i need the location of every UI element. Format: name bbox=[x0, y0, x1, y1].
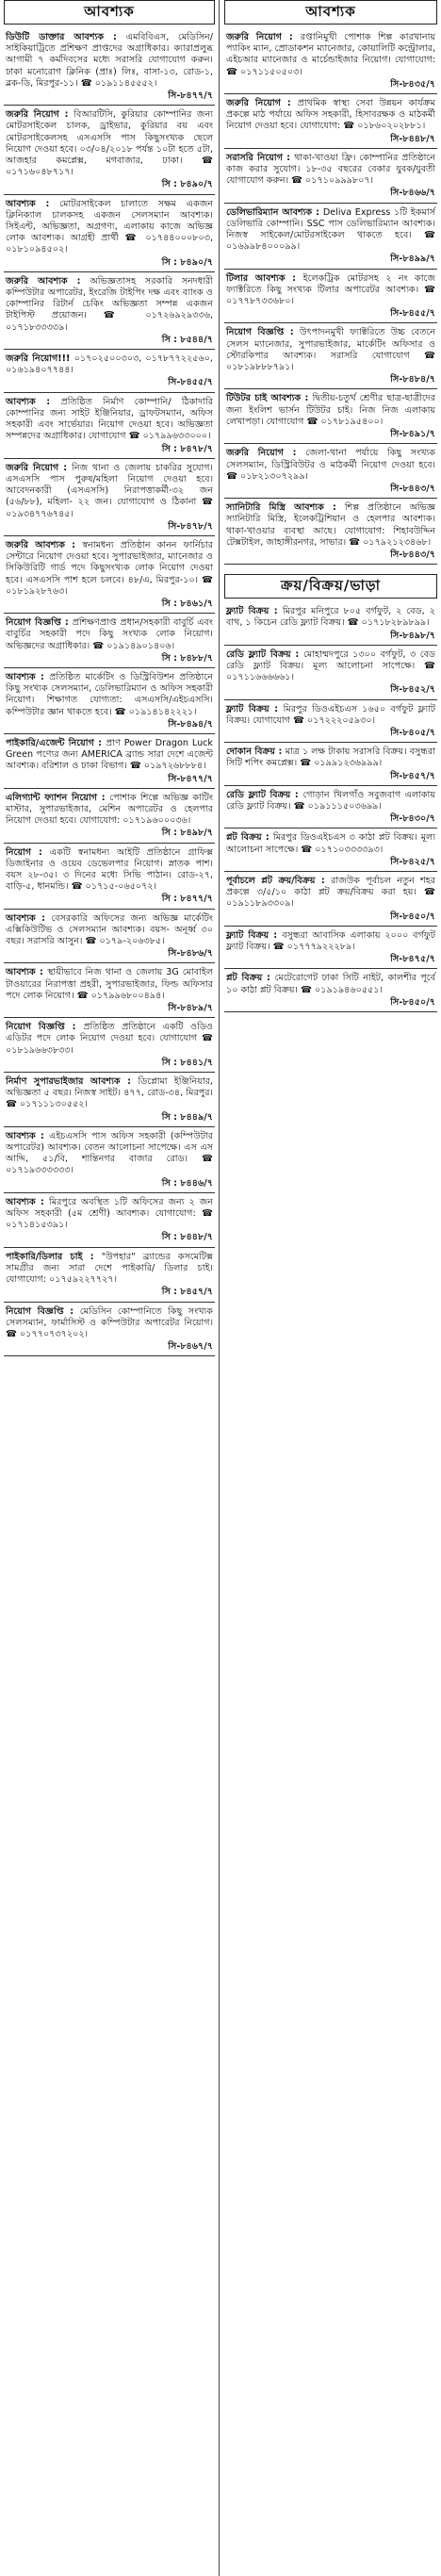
classified-ad bbox=[224, 702, 437, 744]
classified-ad bbox=[4, 274, 215, 350]
classified-ad bbox=[4, 736, 215, 789]
ad-body: মেটেরোগেট ঢাকা সিটি নাইট, কালশীর পূর্বে ১০ কাঠা প্লট বিক্রয়। ☎ ০১৯১৯৪৬০৫৫১। bbox=[226, 973, 435, 995]
ad-heading: আবশ্যক : bbox=[6, 967, 48, 978]
classified-ad bbox=[4, 461, 215, 536]
ad-heading: টিউটর চাই আবশ্যক : bbox=[226, 393, 313, 404]
ad-reference-code: সি-৮৪৩০/৭ bbox=[390, 813, 435, 825]
ad-heading: এলিগ্যান্ট ফ্যাশন নিয়োগ : bbox=[6, 792, 110, 803]
ad-reference-code: সি : ৮৪৭৮/৭ bbox=[161, 443, 213, 454]
ad-reference-code: সি : ৮৪৮৮/৭ bbox=[161, 652, 213, 664]
ad-reference-code: সি-৮৪৯৮/৭ bbox=[390, 630, 435, 641]
classified-ad bbox=[4, 670, 215, 734]
ad-reference-code: সি-৮৪৭৭/৭ bbox=[168, 773, 213, 784]
classified-ad bbox=[4, 352, 215, 393]
classified-ad bbox=[224, 604, 437, 646]
ad-reference-code: সি-৮৪৯৯/৭ bbox=[390, 254, 435, 265]
classified-ad bbox=[224, 874, 437, 927]
ad-heading: নিয়োগ বিজ্ঞপ্তি : bbox=[6, 1022, 84, 1033]
ad-heading: জরুরি আবশ্যক : bbox=[6, 275, 90, 287]
ad-heading: আবশ্যক : bbox=[6, 671, 50, 682]
ad-heading: নিয়োগ বিজ্ঞপ্তি : bbox=[6, 1305, 80, 1317]
classified-ad bbox=[4, 1075, 215, 1127]
ad-heading: আবশ্যক : bbox=[6, 198, 60, 209]
classified-ad bbox=[4, 1195, 215, 1248]
left-column bbox=[4, 0, 215, 1358]
ad-body: মোহাম্মদপুরে ১৩০০ বর্গফুট, ৩ বেড রেডি ফ্ল্যাট বিক্রয়। মূল্য আলোচনা সাপেক্ষে। ☎ ০১৭১১৬৬৬৬৬১। bbox=[226, 648, 435, 683]
ad-body: থাকা-খাওয়া ফ্রি। কোম্পানির প্রতিষ্ঠানে কাজ করার সুযোগ। ১৮-৩৫ বছরের বেকার যুবক/যুবতী যোগাযোগ করুন। ☎ ০১৭১০৯৯৯৮০৭। bbox=[226, 152, 435, 187]
ad-heading: আবশ্যক : bbox=[6, 1196, 50, 1207]
ad-body: প্রশিক্ষণপ্রাপ্ত প্রধান/সহকারী বাবুর্চি এবং বাবুর্চির সহকারী পদে কিছু সংখ্যক লোক নিয়োগ। অভিজ্ঞদের অগ্রাধিকার। ☎ ০১৯১৪৯০১৪০৬। bbox=[6, 617, 213, 651]
ad-body: প্রতিষ্ঠিত প্রতিষ্ঠানে একটি ওডিও এডিটর পদে লোক নিয়োগ দেওয়া হবে। যোগাযোগ ☎ ০১৮১৯৬৬৩৮৩৩। bbox=[6, 1022, 213, 1056]
right-section-header: আবশ্যক bbox=[224, 0, 437, 25]
classified-ad bbox=[224, 391, 437, 444]
classified-ad bbox=[224, 648, 437, 700]
ad-body: "উপহার" ব্র্যান্ডের কসমেটিক্স সামগ্রীর জন্য সারা দেশে পাইকারি/ ডিলার চাই। যোগাযোগ: ০১৭৫৯২২৭৭২৭। bbox=[6, 1251, 213, 1286]
classified-ad bbox=[224, 205, 437, 270]
right-column bbox=[224, 0, 437, 1014]
ad-heading: জরুরি নিয়োগ : bbox=[6, 109, 74, 121]
ad-reference-code: সি-৮৪২৫/৭ bbox=[390, 856, 435, 867]
classified-ad bbox=[224, 151, 437, 204]
ad-body: উৎপাদনমুখী ফ্যাক্টরিতে উচ্চ বেতনে সেলস ম্যানেজার, সুপারভাইজার, মার্কেটিং অফিসার ও স্টোরকিপার আবশ্যক। সরাসরি যোগাযোগ ☎ ০১৮১৯৮৮৮৭৯১। bbox=[226, 327, 435, 373]
ad-heading: জরুরি নিয়োগ : bbox=[226, 32, 301, 42]
ad-heading: স্যানিটারি মিস্ত্রি আবশ্যক : bbox=[226, 502, 345, 514]
ad-body: পোশাক শিল্পে অভিজ্ঞ কাটিং মাস্টার, সুপারভাইজার, মেশিন অপারেটর ও হেলপার নিয়োগ দেওয়া হবে। যোগাযোগ: ০১৭১৯৬০০০৩৬। bbox=[6, 792, 213, 827]
ad-reference-code: সি-৮৪৪৩/৭ bbox=[390, 549, 435, 560]
ad-reference-code: সি : ৮৪৯০/৭ bbox=[161, 256, 213, 268]
ad-heading: ফ্ল্যাট বিক্রয় : bbox=[226, 929, 283, 941]
classified-ad bbox=[224, 500, 437, 565]
ad-reference-code: সি-৮৪৫৫/৭ bbox=[390, 308, 435, 320]
classified-ad bbox=[4, 965, 215, 1018]
ad-heading: আবশ্যক : bbox=[6, 912, 52, 924]
classified-ad bbox=[224, 788, 437, 829]
ad-body: জেলা-থানা পর্যায়ে কিছু সংখ্যক সেলসম্যান, ডিস্ট্রিবিউটর ও মাঠকর্মী নিয়োগ দেওয়া হবে। ☎ ০১৮২১৩০৭২৯৯। bbox=[226, 448, 435, 482]
ad-reference-code: সি : ৮৪৯০/৭ bbox=[161, 179, 213, 190]
ad-reference-code: সি : ৮৪৪৯/৭ bbox=[161, 1111, 213, 1123]
ad-body: দ্বিতীয়-চতুর্থ শ্রেণীর ছাত্র-ছাত্রীদের জন্য ইংলিশ ভার্সন টিউটর চাই। নিজ নিজ এলাকায় লেখাপড়া। যোগাযোগ ☎ ০১৭৮১৯৫৪০০। bbox=[226, 393, 435, 427]
classified-ad bbox=[224, 325, 437, 389]
ad-reference-code: সি-৮৪৫৭/৭ bbox=[390, 770, 435, 781]
ad-heading: আবশ্যক : bbox=[6, 1130, 50, 1141]
ad-reference-code: সি-৮৪৮৪/৭ bbox=[390, 374, 435, 386]
ad-reference-code: সি-৮৪৩৫/৭ bbox=[390, 78, 435, 90]
classified-ad bbox=[224, 830, 437, 872]
ad-heading: পাইকারি/ডিলার চাই : bbox=[6, 1251, 102, 1262]
ad-body: মিরপুর ডিওএইচএস ৩ কাঠা প্লট বিক্রয়। মূল্য আলোচনা সাপেক্ষে। ☎ ০১৭১০৩৩৩৩৯৩। bbox=[226, 832, 435, 855]
ad-body: বসুন্ধরা আবাসিক এলাকায় ২০০০ বর্গফুট ফ্ল্যাট বিক্রয়। ☎ ০১৭৭৭৯২২২৮৯। bbox=[226, 929, 435, 952]
ad-heading: জরুরি আবশ্যক : bbox=[6, 539, 83, 550]
ad-reference-code: সি : ৮৪৬১/৭ bbox=[161, 598, 213, 609]
ad-body: গোড়ান খিলগাঁও সবুজবাগ এলাকায় রেডি ফ্ল্যাট বিক্রয়। ☎ ০১৯১১১৫০৩৬৯৯। bbox=[226, 789, 435, 812]
ad-heading: রেডি ফ্ল্যাট বিক্রয় : bbox=[226, 648, 304, 660]
ad-body: বিআরটিসি, কুরিয়ার কোম্পানির জন্য মোটরসাইকেল চালক, ড্রাইভার, কুরিয়ার বয় এবং মোটরসাইকেলসহ এসএসসি পাস কিছুসংখ্যক ছেলে নিয়োগ দেওয়া হবে। ০৩/০৪/২০১৮ পর্যন্ত ১০টা হতে ৫টা, আজহার কমপ্লেক্স, মগবাজার, ঢাকা। ☎ ০১৭১৬০৪৮৭১৭। bbox=[6, 109, 213, 178]
ad-heading: ফ্ল্যাট বিক্রয় : bbox=[226, 606, 283, 617]
classified-ad bbox=[4, 911, 215, 964]
ad-heading: টিলার আবশ্যক : bbox=[226, 272, 303, 284]
classified-ad bbox=[4, 1304, 215, 1357]
ad-body: অভিজ্ঞতাসহ সরকারি সনদধারী কম্পিউটার অপারেটর, ইংরেজি টাইপিং দক্ষ এবং ব্যাংক ও কোম্পানির রিটার্ন চেকিং অভিজ্ঞতা সম্পন্ন একজন টাইপিস্ট প্রয়োজন। ☎ ০১৭২৬৯২৯৩৩৬, ০১৭১৮৩৩৩৩৯। bbox=[6, 275, 213, 333]
ad-reference-code: সি-৮৪৪৮/৭ bbox=[390, 133, 435, 144]
ad-heading: জরুরি নিয়োগ : bbox=[226, 448, 306, 459]
ad-heading: সরাসরি নিয়োগ : bbox=[226, 152, 295, 163]
ad-heading: প্লট বিক্রয় : bbox=[226, 832, 273, 844]
ad-heading: জরুরি নিয়োগ : bbox=[226, 98, 298, 109]
classified-ad bbox=[4, 1129, 215, 1193]
ad-reference-code: সি-৮৪৫৫/৭ bbox=[168, 377, 213, 388]
ad-body: এইচএসসি পাস অফিস সহকারী (কম্পিউটার অপারেটর) আবশ্যক। বেতন আলোচনা সাপেক্ষে। এস এস আদ্দি, ৫১/বি, শান্তিনগর বাজার রোড। ☎ ০১৭১৯৩৩৩৩৩৩। bbox=[6, 1130, 213, 1176]
ad-reference-code: সি-৮৪৫০/৭ bbox=[390, 911, 435, 922]
ad-reference-code: সি-৮৪৬৭/৭ bbox=[168, 1341, 213, 1353]
ad-reference-code: সি : ৮৪৭৭/৭ bbox=[161, 894, 213, 905]
ad-heading: ডেলিভারিম্যান আবশ্যক : bbox=[226, 206, 323, 218]
ad-heading: প্লট বিক্রয় : bbox=[226, 973, 275, 984]
ad-body: Deliva Express ১টি ইকমার্স ডেলিভারি কোম্পানি। SSC পাস ডেলিভারিম্যান আবশ্যক। নিজস্ব সাইকেল/মোটরসাইকেল থাকতে হবে। ☎ ০১৬৯৯৮৪০০০৯৯। bbox=[226, 206, 435, 253]
ad-reference-code: সি-৮৪৭৮/৭ bbox=[168, 520, 213, 532]
ad-reference-code: সি : ৮৪৯৮/৭ bbox=[161, 828, 213, 839]
right-ads-list-sale bbox=[224, 604, 437, 1012]
ad-body: ডিপ্লোমা ইঞ্জিনিয়ার, অভিজ্ঞতা ৫ বছর। নিজস্ব সাইট। ৪৭৭, রোড-৩৪, মিরপুর। ☎ ০১৭১১১৩০৫৫২। bbox=[6, 1076, 213, 1110]
classified-ad bbox=[4, 395, 215, 459]
sale-section-header: ক্রয়/বিক্রয়/ভাড়া bbox=[224, 574, 437, 599]
ad-reference-code: সি-৮৪৯১/৭ bbox=[390, 429, 435, 440]
classified-ad bbox=[4, 197, 215, 272]
classified-ad bbox=[4, 791, 215, 844]
ad-body: প্রতিষ্ঠিত মার্কেটিং ও ডিস্ট্রিবিউশন প্রতিষ্ঠানে কিছু সংখ্যক সেলসম্যান, ডেলিভারিম্যান ও অফিস সহকারী নিয়োগ। শিক্ষাগত যোগ্যতা: এসএসসি/এইচএসসি। কম্পিউটার জ্ঞান থাকতে হবে। ☎ ০১৯১৪১৪২২২১। bbox=[6, 671, 213, 717]
ad-reference-code: সি-৮৪০৫/৭ bbox=[390, 727, 435, 738]
ad-heading: ফ্ল্যাট বিক্রয় : bbox=[226, 703, 284, 714]
ad-heading: দোকান বিক্রয় : bbox=[226, 747, 286, 758]
ad-heading: নির্মাণ সুপারভাইজার আবশ্যক : bbox=[6, 1076, 139, 1088]
ad-body: শিল্প প্রতিষ্ঠানে অভিজ্ঞ স্যানিটারি মিস্ত্রি, ইলেকট্রিশিয়ান ও হেলপার আবশ্যক। থাকা-খাওয়ার ব্যবস্থা আছে। যোগাযোগ: শিহাবউদ্দিন টেক্সটাইল, জাহাঙ্গীরনগর, সাভার। ☎ ০১৭৯২১২৩৪৬৮। bbox=[226, 502, 435, 548]
ad-reference-code: সি-৮৪৮৬/৭ bbox=[168, 948, 213, 960]
ad-body: এমবিবিএস, মেডিসিন/ সাইকিয়াট্রিতে প্রশিক্ষণ প্রাপ্তদের অগ্রাধিকার। ক্যারাপ্রলুব্ধ আগামী ৭ কর্মদিবসের মধ্যে সরাসরি যোগাযোগ করুন। ঢাকা মনোরোগ ক্লিনিক (প্রাঃ) লিঃ, বাসা-১৩, রোড-১, ব্লক-ডি, মিরপুর-১১। ☎ ০১৯১১৪৫৫৫২। bbox=[6, 32, 213, 89]
classified-ad bbox=[224, 446, 437, 499]
ad-body: প্রতিষ্ঠিত নির্মাণ কোম্পানি/ ঠিকাদারি কোম্পানির জন্য সাইট ইঞ্জিনিয়ার, ড্রাফটসম্যান, অফিস সহকারী এবং সার্ভেয়ার। নিয়োগ দেওয়া হবে। অভিজ্ঞতা সম্পন্নদের অগ্রাধিকার। যোগাযোগ ☎ ০১৭৯৯৬৩৩০০০। bbox=[6, 396, 214, 442]
left-ads-list bbox=[4, 30, 215, 1356]
ad-reference-code: সি : ৮৫৪৪/৭ bbox=[161, 334, 213, 345]
ad-reference-code: সি : ৮৪৪১/৭ bbox=[161, 1057, 213, 1068]
right-ads-list-jobs bbox=[224, 30, 437, 565]
ad-heading: রেডি ফ্ল্যাট বিক্রয় : bbox=[226, 789, 303, 800]
classified-ad bbox=[4, 1020, 215, 1073]
ad-body: স্বনামধন্য প্রতিষ্ঠান কানন ফার্নিচার সেন্টারে নিয়োগ দেওয়া হবে। সুপারভাইজার, ম্যানেজার ও সিকিউরিটি গার্ড পদে কিছুসংখ্যক লোক নিয়োগ দেওয়া হবে। এসএসসি পাশ হলে চলবে। ৪৮/এ, মিরপুর-১০। ☎ ০১৮১৯২৮৭৬৩। bbox=[6, 539, 213, 597]
classified-ad bbox=[4, 538, 215, 614]
classified-ad bbox=[4, 107, 215, 194]
ad-body: ইলেকট্রিক মোটরসহ ২ নং কাজে ফ্যাক্টরিতে কিছু সংখ্যক টিলার অপারেটর আবশ্যক। ☎ ০১৭৭৮৭৩৩৬৮০। bbox=[226, 272, 435, 307]
ad-reference-code: সি-৮৪৮৯/৭ bbox=[168, 1003, 213, 1014]
ad-reference-code: সি-৮৪৫২/৭ bbox=[390, 684, 435, 696]
ad-reference-code: সি : ৮৪৪৮/৭ bbox=[161, 1232, 213, 1243]
classified-ad bbox=[4, 845, 215, 910]
ad-heading: আবশ্যক : bbox=[6, 396, 61, 407]
classified-ad bbox=[4, 1250, 215, 1303]
classified-ad bbox=[224, 971, 437, 1012]
ad-heading: পূর্বাচলে প্লট ক্রয়/বিক্রয় : bbox=[226, 875, 332, 886]
classified-ad bbox=[224, 745, 437, 786]
left-section-header: আবশ্যক bbox=[4, 0, 215, 25]
ad-body: মিরপুর ডিওএইচএস ১৬৫০ বর্গফুট ফ্ল্যাট বিক্রয়। যোগাযোগ ☎ ০১৭২২২০৫৯৩০। bbox=[226, 703, 435, 726]
classified-ad bbox=[224, 928, 437, 970]
ad-reference-code: সি-৮৪৪৩/৭ bbox=[390, 483, 435, 494]
ad-heading: নিয়োগ : bbox=[6, 846, 50, 858]
classified-ad bbox=[224, 271, 437, 324]
ad-heading: পাইকারি/এজেন্ট নিয়োগ : bbox=[6, 737, 106, 748]
ad-body: মোটরসাইকেল চালাতে সক্ষম একজন ক্লিনিক্যাল চালকসহ একজন সেলসম্যান আবশ্যক। সিইএন্ট, অভিজ্ঞতা, অগ্রগণ্য, এলাকায় কাজে অভিজ্ঞ লোক আবশ্যক। আগ্রহী প্রার্থী ☎ ০১৭৪৪০০০৮০৩, ০১৮১০৯৪৫০২। bbox=[6, 198, 214, 255]
ad-body: মাত্র ১ লক্ষ টাকায় সরাসরি বিক্রয়। বসুন্ধরা সিটি শপিং কমপ্লেক্স। ☎ ০১৯৯১২৩৬৯৯৯। bbox=[226, 747, 435, 769]
column-divider bbox=[219, 0, 220, 2576]
ad-body: মিরপুর মনিপুরে ৮০৫ বর্গফুট, ২ বেড, ২ বাথ, ১ কিচেন রেডি ফ্ল্যাট বিক্রয়। ☎ ০১৭১৮২৮৯৮৯৯। bbox=[226, 606, 435, 629]
classified-ad bbox=[224, 30, 437, 94]
ad-body: রপ্তানিমুখী পোশাক শিল্প কারখানায় প্যাকিং ম্যান, প্রোডাকশন ম্যানেজার, কোয়ালিটি কন্ট্রোলার, এইচআর ম্যানেজার ও মার্চেন্ডাইজার নিয়োগ। যোগাযোগ: ☎ ০১৭১১৫০৫০৩। bbox=[226, 32, 436, 77]
classified-ad bbox=[224, 96, 437, 149]
ad-reference-code: সি-৮৪৭৫/৭ bbox=[390, 954, 435, 965]
ad-heading: নিয়োগ বিজ্ঞপ্তি : bbox=[6, 617, 73, 629]
ad-heading: জরুরি নিয়োগ : bbox=[6, 462, 73, 473]
ad-body: মেডিসিন কোম্পানিতে কিছু সংখ্যক সেলসম্যান, ফার্মাসিস্ট ও কম্পিউটার অপারেটর নিয়োগ। ☎ ০১৭৭০৭৩৭২০২। bbox=[6, 1305, 213, 1339]
ad-body: প্রাথমিক স্বাস্থ্য সেবা উন্নয়ন কার্যক্রম প্রকল্পে মাঠ পর্যায়ে অফিস সহকারী, হিসাবরক্ষক ও মাঠকর্মী নিয়োগ দেওয়া হবে। যোগাযোগ: ☎ ০১৮৬০২০২৮৮১। bbox=[226, 98, 435, 132]
ad-body: বেসরকারি অফিসের জন্য অভিজ্ঞ মার্কেটিং এক্সিকিউটিভ ও সেলসম্যান আবশ্যক। বয়স- অনূর্ধ্ব ৩০ বছর। সরাসরি আসুন। ☎ ০১৭৯-২০৬৩৮৫। bbox=[6, 912, 213, 947]
ad-reference-code: সি : ৮৪৪৬/৭ bbox=[161, 1177, 213, 1189]
ad-body: মিরপুরে অবস্থিত ১টি অফিসের জন্য ২ জন অফিস সহকারী (৫ম শ্রেণী) আবশ্যক। যোগাযোগ: ☎ ০১৭১৪১৫৩৯১। bbox=[6, 1196, 213, 1231]
ad-reference-code: সি-৮৪৬৬/৭ bbox=[390, 188, 435, 199]
ad-reference-code: সি-৮৪৫০/৭ bbox=[390, 996, 435, 1008]
ad-body: রাজউক পূর্বাচল নতুন শহর প্রকল্পে ৩/৫/১০ কাঠা প্লট ক্রয়/বিক্রয় করা হয়। ☎ ০১৯১১৮৯৩৩০৯। bbox=[226, 875, 435, 910]
ad-reference-code: সি : ৮৪৫৭/৭ bbox=[161, 1287, 213, 1298]
ad-heading: জরুরি নিয়োগ!!! bbox=[6, 353, 74, 365]
ad-heading: নিয়োগ বিজ্ঞপ্তি : bbox=[226, 327, 300, 338]
ad-body: স্থায়ীভাবে নিজ থানা ও জেলায় 3G মোবাইল টাওয়ারের নিরাপত্তা প্রহরী, সুপারভাইজার, ফিল্ড অফিসার পদে লোক নিয়োগ। ☎ ০১৭৯৯৬৮০০৪৯৪। bbox=[6, 967, 213, 1001]
classified-ad bbox=[4, 615, 215, 668]
ad-body: একটি স্বনামধন্য আইটি প্রতিষ্ঠানে গ্রাফিক্স ডিজাইনার ও ওয়েব ডেভেলপার নিয়োগ। স্নাতক পাশ। বয়স ২৮-৩৫। ৩ দিনের মধ্যে সিভি পাঠান। রোড-২৭, বাড়ি-৫, ধানমন্ডি। ☎ ০১৭১৫-০৬৫০৭২। bbox=[6, 846, 213, 893]
ad-reference-code: সি-৮৪৯৪/৭ bbox=[168, 718, 213, 730]
ad-heading: ডিউটি ডাক্তার আবশ্যক : bbox=[6, 32, 126, 42]
ad-body: ০১৭০২৫০০৩০৩, ০১৭৮৭৭২২৫৬০, ০১৬১৯৪০৭৭৪৪। bbox=[6, 353, 213, 376]
ad-body: প্রাণ Power Dragon Luck Green পণ্যের জন্য AMERICA ব্র্যান্ড সারা দেশে এজেন্ট আবশ্যক। বরিশাল ও ঢাকা বিভাগ। ☎ ০১৯৭২৬৮৮৮৪। bbox=[6, 737, 213, 772]
ad-body: নিজ থানা ও জেলায় চাকরির সুযোগ। এসএসসি পাস পুরুষ/মহিলা নিয়োগ দেওয়া হবে। আবেদনকারী (এসএসসি) নিরাপত্তাকর্মী-৩২ জন (৫৬/৮৮), মহিলা- ২২ জন। যোগাযোগ ও ঠিকানা ☎ ০১৯৩৪৭৭৬৭৪৫। bbox=[6, 462, 213, 519]
ad-reference-code: সি-৮৪৭৭/৭ bbox=[168, 90, 213, 102]
classified-ad bbox=[4, 30, 215, 106]
